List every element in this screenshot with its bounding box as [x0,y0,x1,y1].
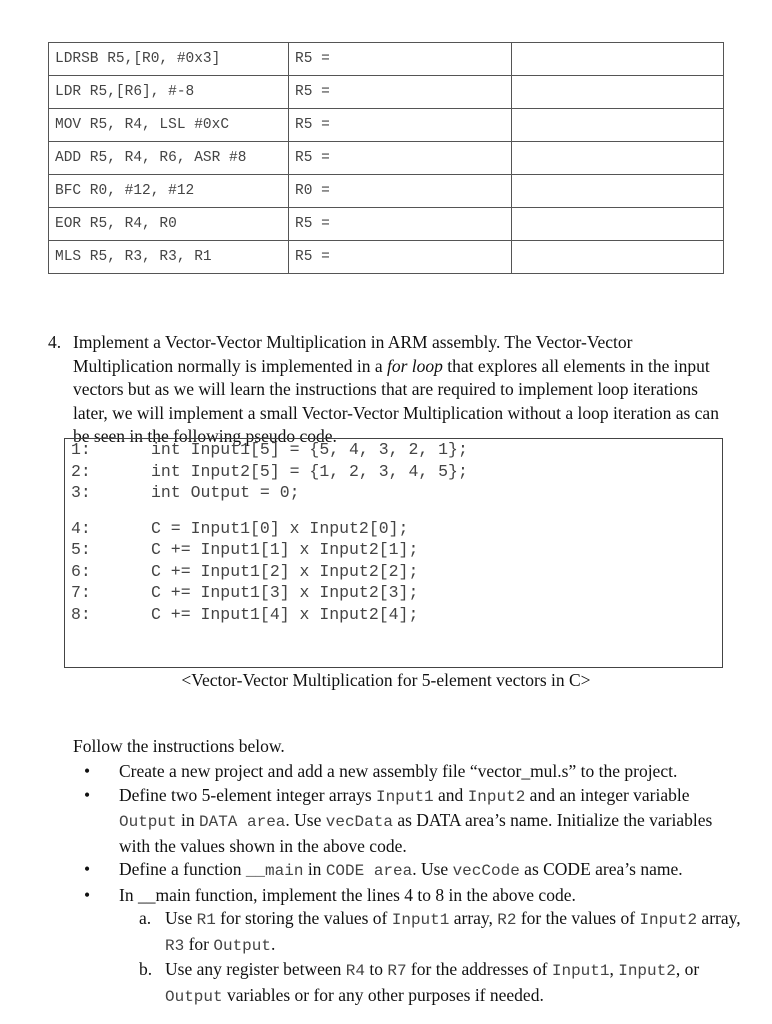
code-line [65,518,722,540]
text-run: in [303,859,326,879]
table-row [49,109,724,142]
line-number: 5: [71,540,91,559]
text-run: . Use [412,859,453,879]
text-run: to [364,959,388,979]
code-term: R4 [345,962,365,980]
line-number: 3: [71,483,91,502]
code-text: int Input1[5] = {5, 4, 3, 2, 1}; [151,440,468,459]
sub-item-label: b. [139,959,153,979]
instruction-cell: MLS R5, R3, R3, R1 [49,241,289,274]
code-text: C += Input1[1] x Input2[1]; [151,540,419,559]
code-term: Output [213,936,271,955]
code-term: Input2 [467,787,526,806]
register-cell: R5 = [289,142,512,175]
text-run: Implement a Vector-Vector Multiplication in ARM assembly. The Vector-Vector Multiplication normally is implemented in a [73,332,633,376]
code-line [65,539,722,561]
line-number: 4: [71,518,91,538]
instruction-cell: EOR R5, R4, R0 [49,208,289,241]
answer-cell[interactable] [512,175,724,208]
code-term: Input1 [391,911,450,929]
code-term: R3 [165,936,185,955]
code-text: C += Input1[2] x Input2[2]; [151,561,419,581]
code-line [65,482,722,504]
code-term: R2 [497,911,517,929]
register-cell: R5 = [289,241,512,274]
table-row [49,142,724,175]
text-run: for the values of [516,908,640,928]
code-text: C = Input1[0] x Input2[0]; [151,518,409,538]
text-run: . [270,933,276,954]
register-results-table [48,42,724,274]
answer-cell[interactable] [512,241,724,274]
register-cell: R5 = [289,109,512,142]
line-number: 6: [71,561,91,581]
bullet-item [81,858,741,884]
table-row [49,76,724,109]
text-run: as CODE area’s name. [519,859,683,879]
code-term: Input1 [376,787,434,806]
sub-item-label: a. [139,908,152,928]
code-text: C += Input1[4] x Input2[4]; [151,604,419,624]
answer-cell[interactable] [512,43,724,76]
bullet-item [81,884,741,908]
line-number: 7: [71,583,91,602]
instruction-cell: ADD R5, R4, R6, ASR #8 [49,142,289,175]
text-run: array, [449,908,498,928]
code-term: Output [119,813,177,831]
code-term: Input2 [639,911,698,929]
instruction-cell: LDRSB R5,[R0, #0x3] [49,43,289,76]
table-row [49,43,724,76]
register-cell: R5 = [289,208,512,241]
code-term: Input1 [551,962,610,980]
text-run: for loop [386,355,443,376]
code-term: CODE area [325,862,413,880]
text-run: that explores all elements in the input vectors but as we will learn the instructions that are required to implement loop iterations later, we will implement a small Vector-Vector Multiplication without a loop iteration as can be seen in the following pseudo code. [73,355,719,446]
table-row [49,175,724,208]
text-run: Define a function [119,859,246,879]
instruction-cell: MOV R5, R4, LSL #0xC [49,109,289,142]
code-term: vecCode [452,862,520,880]
code-text: C += Input1[3] x Input2[3]; [151,583,419,602]
text-run: for storing the values of [215,908,392,928]
text-run: . Use [285,810,326,830]
code-line [65,582,722,604]
text-run: as DATA area’s name. Initialize the variables with the values shown in the above code. [119,810,713,856]
answer-cell[interactable] [512,76,724,109]
table-row [49,208,724,241]
register-cell: R5 = [289,76,512,109]
text-run: , or [675,959,700,979]
code-caption: <Vector-Vector Multiplication for 5-element vectors in C> [181,670,591,690]
code-term: R1 [196,911,216,929]
code-line [65,561,722,583]
code-line [65,439,722,461]
code-term: R7 [387,962,407,980]
bullet-item [81,784,741,859]
text-run: and an integer variable [525,784,690,805]
answer-cell[interactable] [512,142,724,175]
instruction-cell: LDR R5,[R6], #-8 [49,76,289,109]
question-4 [48,331,728,449]
instruction-cell: BFC R0, #12, #12 [49,175,289,208]
text-run: in [176,810,199,830]
code-term: vecData [325,813,393,831]
text-run: Use [165,908,197,928]
text-run: for [184,933,214,954]
code-term: Input2 [618,962,676,980]
text-run: array, [697,908,741,928]
text-run: Define two 5-element integer arrays [119,784,377,805]
code-term: __main [245,862,304,880]
question-number: 4. [48,332,62,352]
pseudo-code-box [64,438,723,668]
code-text: int Output = 0; [151,483,300,502]
instruction-list [81,760,741,1009]
register-cell: R0 = [289,175,512,208]
sub-item [81,907,741,958]
sub-item [81,958,741,1009]
answer-cell[interactable] [512,109,724,142]
answer-cell[interactable] [512,208,724,241]
code-line [65,604,722,626]
text-run: variables or for any other purposes if needed. [222,984,544,1005]
register-cell: R5 = [289,43,512,76]
code-text: int Input2[5] = {1, 2, 3, 4, 5}; [151,461,468,481]
text-run: , [609,959,619,979]
text-run: Create a new project and add a new assembly file “vector_mul.s” to the project. [119,761,678,781]
text-run: for the addresses of [406,959,552,979]
code-term: Output [165,987,223,1006]
code-term: DATA area [198,813,286,831]
line-number: 8: [71,604,91,624]
line-number: 2: [71,461,91,481]
table-row [49,241,724,274]
code-line [65,461,722,483]
line-number: 1: [71,440,91,459]
follow-text: Follow the instructions below. [73,736,285,756]
question-text [73,331,728,449]
text-run: Use any register between [165,959,346,979]
text-run: In __main function, implement the lines 4 to 8 in the above code. [119,884,576,905]
bullet-item [81,760,741,784]
text-run: and [433,784,468,805]
